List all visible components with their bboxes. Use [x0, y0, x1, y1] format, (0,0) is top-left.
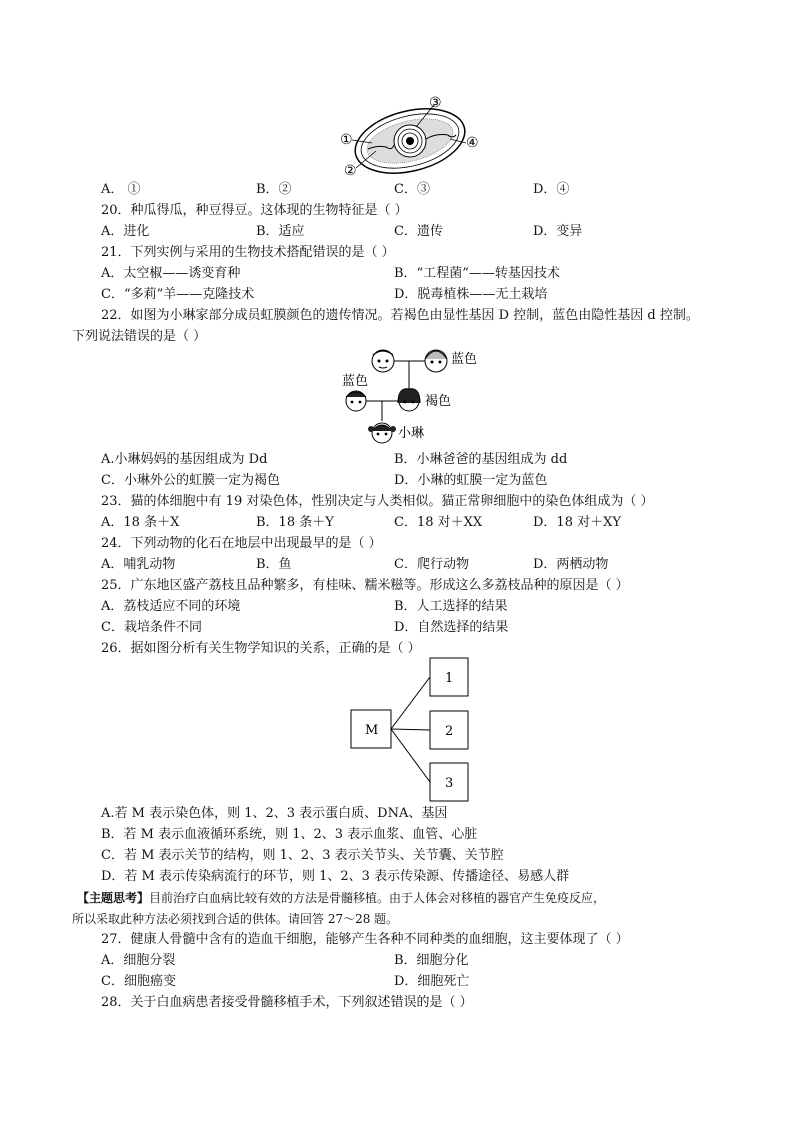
theme-line-1: [77, 889, 605, 907]
q27-option-d: D．细胞死亡: [394, 974, 470, 989]
q23-option-b: B．18 条＋Y: [256, 515, 334, 530]
box-1-label: 1: [445, 671, 454, 686]
egg-label-1: ①: [340, 132, 353, 148]
child-figure: [368, 423, 396, 443]
q27-option-a: A．细胞分裂: [101, 953, 176, 968]
dad-figure: [346, 391, 366, 411]
q24-option-a: A．哺乳动物: [101, 557, 176, 572]
theme-line-2: 所以采取此种方法必须找到合适的供体。请回答 27～28 题。: [72, 912, 399, 926]
q21-stem: 21．下列实例与采用的生物技术搭配错误的是（ ）: [101, 245, 395, 260]
q22-stem-line2: 下列说法错误的是（ ）: [72, 329, 207, 344]
q19-option-d: D．④: [533, 182, 570, 197]
q21-option-b: B．“工程菌”——转基因技术: [394, 266, 560, 281]
q26-stem: 26．据如图分析有关生物学知识的关系，正确的是（ ）: [101, 641, 421, 656]
egg-label-3: ③: [429, 95, 442, 111]
q22-option-c: C．小琳外公的虹膜一定为褐色: [101, 473, 280, 488]
q21-option-a: A．太空椒——诱变育种: [101, 266, 241, 281]
q20-option-c: C．遗传: [394, 224, 443, 239]
q26-option-a: A.若 M 表示染色体，则 1、2、3 表示蛋白质、DNA、基因: [101, 806, 448, 821]
q23-option-c: C．18 对＋XX: [394, 515, 483, 530]
q27-option-c: C．细胞癌变: [101, 974, 176, 989]
mom-figure: [398, 389, 420, 411]
theme-text-1: 目前治疗白血病比较有效的方法是骨髓移植。由于人体会对移植的器官产生免疫反应，: [149, 891, 606, 905]
q26-option-d: D．若 M 表示传染病流行的环节，则 1、2、3 表示传染源、传播途径、易感人群: [101, 869, 570, 884]
child-label: 小琳: [398, 426, 425, 441]
q24-option-b: B．鱼: [256, 557, 292, 572]
mom-eye-label: 褐色: [425, 394, 452, 409]
q25-stem: 25．广东地区盛产荔枝且品种繁多，有桂味、糯米糍等。形成这么多荔枝品种的原因是（ ）: [101, 578, 629, 593]
q22-option-d: D．小琳的虹膜一定为蓝色: [394, 473, 548, 488]
q25-option-d: D．自然选择的结果: [394, 620, 509, 635]
grandma-eye-label: 蓝色: [451, 352, 478, 367]
q25-option-c: C．栽培条件不同: [101, 620, 202, 635]
m-branch-diagram: [340, 655, 480, 805]
q26-option-c: C．若 M 表示关节的结构，则 1、2、3 表示关节头、关节囊、关节腔: [101, 848, 504, 863]
q24-option-d: D．两栖动物: [533, 557, 609, 572]
q20-option-b: B．适应: [256, 224, 305, 239]
egg-label-2: ②: [344, 163, 357, 179]
theme-tag: 【主题思考】: [77, 891, 150, 905]
q19-option-a: A． ①: [101, 182, 141, 197]
grandma-figure: [425, 350, 447, 372]
q20-option-d: D．变异: [533, 224, 583, 239]
bird-egg-diagram: [338, 95, 488, 180]
q23-stem: 23．猫的体细胞中有 19 对染色体，性别决定与人类相似。猫正常卵细胞中的染色体组成为（ ）: [101, 494, 654, 509]
q21-option-c: C．“多莉”羊——克隆技术: [101, 287, 255, 302]
q21-option-d: D．脱毒植株——无土栽培: [394, 287, 548, 302]
q27-option-b: B．细胞分化: [394, 953, 469, 968]
q20-option-a: A．进化: [101, 224, 150, 239]
box-m-label: M: [365, 723, 379, 738]
q23-option-d: D．18 对＋XY: [533, 515, 621, 530]
family-pedigree-figure: [338, 345, 488, 450]
q22-option-a: A.小琳妈妈的基因组成为 Dd: [101, 452, 268, 467]
q26-option-b: B．若 M 表示血液循环系统，则 1、2、3 表示血浆、血管、心脏: [101, 827, 478, 842]
q24-option-c: C．爬行动物: [394, 557, 469, 572]
q19-option-c: C．③: [394, 182, 430, 197]
q28-stem: 28．关于白血病患者接受骨髓移植手术，下列叙述错误的是（ ）: [101, 995, 473, 1010]
box-2-label: 2: [445, 724, 454, 739]
q19-option-b: B．②: [256, 182, 292, 197]
dad-eye-label: 蓝色: [342, 374, 369, 389]
q20-stem: 20．种瓜得瓜，种豆得豆。这体现的生物特征是（ ）: [101, 203, 408, 218]
box-3-label: 3: [445, 776, 454, 791]
q24-stem: 24．下列动物的化石在地层中出现最早的是（ ）: [101, 536, 382, 551]
q27-stem: 27．健康人骨髓中含有的造血干细胞，能够产生各种不同种类的血细胞，这主要体现了（ ）: [101, 932, 629, 947]
q23-option-a: A．18 条＋X: [101, 515, 180, 530]
grandpa-figure: [372, 350, 394, 372]
q22-option-b: B．小琳爸爸的基因组成为 dd: [394, 452, 568, 467]
q25-option-b: B．人工选择的结果: [394, 599, 508, 614]
q25-option-a: A．荔枝适应不同的环境: [101, 599, 241, 614]
egg-label-4: ④: [466, 135, 479, 151]
q22-stem-line1: 22．如图为小琳家部分成员虹膜颜色的遗传情况。若褐色由显性基因 D 控制，蓝色由隐性基因 d 控制。: [101, 308, 699, 323]
